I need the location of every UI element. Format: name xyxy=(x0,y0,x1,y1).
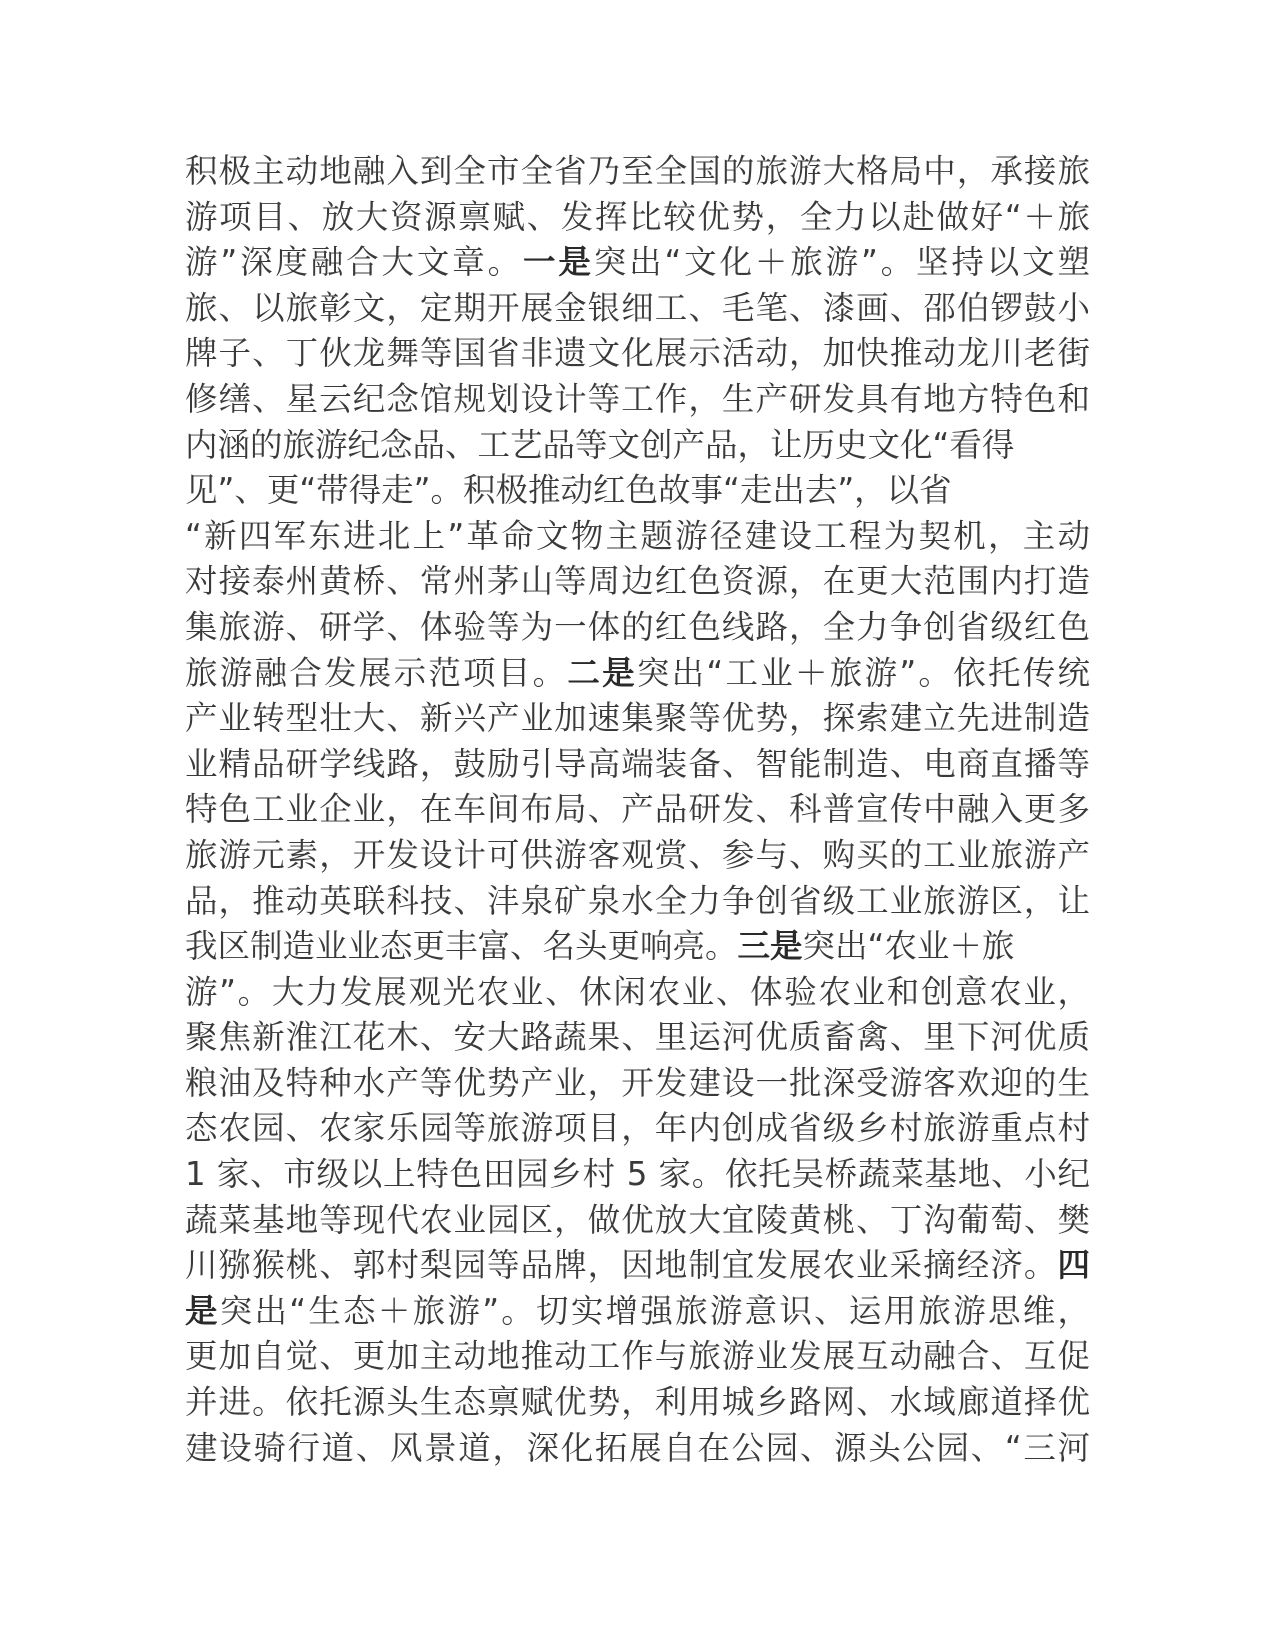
text-line xyxy=(185,331,1090,377)
text-segment: 游”。大力发展观光农业、休闲农业、体验农业和创意农业， xyxy=(185,972,1090,1011)
text-segment: 建设骑行道、风景道，深化拓展自在公园、源头公园、“三河 xyxy=(185,1428,1090,1467)
text-line xyxy=(185,605,1090,651)
text-line xyxy=(185,787,1090,833)
bold-ordinal-label: 四 xyxy=(1057,1246,1090,1285)
text-segment: 突出“文化＋旅游”。坚持以文塑 xyxy=(593,243,1090,282)
text-segment: 品，推动英联科技、沣泉矿泉水全力争创省级工业旅游区，让 xyxy=(185,881,1090,920)
text-segment: 游”深度融合大文章。 xyxy=(185,243,523,282)
text-segment: 业精品研学线路，鼓励引导高端装备、智能制造、电商直播等 xyxy=(185,744,1090,783)
text-segment: 我区制造业业态更丰富、名头更响亮。 xyxy=(185,927,738,966)
text-line xyxy=(185,1106,1090,1152)
text-line xyxy=(185,559,1090,605)
text-line xyxy=(185,286,1090,332)
text-segment: 态农园、农家乐园等旅游项目，年内创成省级乡村旅游重点村 xyxy=(185,1109,1090,1148)
text-segment: 旅游元素，开发设计可供游客观赏、参与、购买的工业旅游产 xyxy=(185,835,1090,874)
text-line xyxy=(185,240,1090,286)
text-segment: 集旅游、研学、体验等为一体的红色线路，全力争创省级红色 xyxy=(185,607,1090,646)
bold-ordinal-label: 三是 xyxy=(737,927,803,966)
text-segment: 突出“工业＋旅游”。依托传统 xyxy=(636,653,1090,692)
text-segment: 游项目、放大资源禀赋、发挥比较优势，全力以赴做好“＋旅 xyxy=(185,197,1090,236)
text-segment: 粮油及特种水产等优势产业，开发建设一批深受游客欢迎的生 xyxy=(185,1063,1090,1102)
text-segment: 旅游融合发展示范项目。 xyxy=(185,653,568,692)
text-segment: 见”、更“带得走”。积极推动红色故事“走出去”，以省 xyxy=(185,471,952,510)
text-line xyxy=(185,1015,1090,1061)
text-segment: 并进。依托源头生态禀赋优势，利用城乡路网、水域廊道择优 xyxy=(185,1383,1090,1422)
text-segment: 1 家、市级以上特色田园乡村 5 家。依托吴桥蔬菜基地、小纪 xyxy=(185,1155,1090,1194)
text-segment: 聚焦新淮江花木、安大路蔬果、里运河优质畜禽、里下河优质 xyxy=(185,1018,1090,1057)
bold-ordinal-label: 一是 xyxy=(522,243,594,282)
text-line xyxy=(185,651,1090,697)
text-line xyxy=(185,742,1090,788)
text-line xyxy=(185,833,1090,879)
text-line xyxy=(185,1061,1090,1107)
text-line xyxy=(185,1289,1090,1335)
bold-ordinal-label: 二是 xyxy=(567,653,637,692)
text-line xyxy=(185,149,1090,195)
text-segment: 对接泰州黄桥、常州茅山等周边红色资源，在更大范围内打造 xyxy=(185,562,1090,601)
text-line xyxy=(185,1152,1090,1198)
text-segment: 牌子、丁伙龙舞等国省非遗文化展示活动，加快推动龙川老街 xyxy=(185,334,1090,373)
text-segment: “新四军东进北上”革命文物主题游径建设工程为契机，主动 xyxy=(185,516,1090,555)
text-segment: 内涵的旅游纪念品、工艺品等文创产品，让历史文化“看得 xyxy=(185,425,1015,464)
text-line xyxy=(185,514,1090,560)
text-segment: 突出“农业＋旅 xyxy=(802,927,1015,966)
text-segment: 旅、以旅彰文，定期开展金银细工、毛笔、漆画、邵伯锣鼓小 xyxy=(185,288,1090,327)
text-line xyxy=(185,696,1090,742)
text-line xyxy=(185,970,1090,1016)
text-line xyxy=(185,1380,1090,1426)
text-segment: 川猕猴桃、郭村梨园等品牌，因地制宜发展农业采摘经济。 xyxy=(185,1246,1058,1285)
text-segment: 蔬菜基地等现代农业园区，做优放大宜陵黄桃、丁沟葡萄、樊 xyxy=(185,1200,1090,1239)
text-line xyxy=(185,468,1090,514)
text-line xyxy=(185,924,1090,970)
text-line xyxy=(185,195,1090,241)
text-segment: 积极主动地融入到全市全省乃至全国的旅游大格局中，承接旅 xyxy=(185,152,1090,190)
text-segment: 特色工业企业，在车间布局、产品研发、科普宣传中融入更多 xyxy=(185,790,1090,829)
body-paragraph xyxy=(185,149,1090,1471)
text-segment: 更加自觉、更加主动地推动工作与旅游业发展互动融合、互促 xyxy=(185,1337,1090,1376)
text-line xyxy=(185,1426,1090,1472)
text-line xyxy=(185,377,1090,423)
text-line xyxy=(185,1198,1090,1244)
text-line xyxy=(185,1334,1090,1380)
bold-ordinal-label: 是 xyxy=(185,1291,220,1330)
text-segment: 修缮、星云纪念馆规划设计等工作，生产研发具有地方特色和 xyxy=(185,379,1090,418)
text-line xyxy=(185,1243,1090,1289)
text-line xyxy=(185,423,1090,469)
text-segment: 产业转型壮大、新兴产业加速集聚等优势，探索建立先进制造 xyxy=(185,699,1090,738)
text-line xyxy=(185,879,1090,925)
text-segment: 突出“生态＋旅游”。切实增强旅游意识、运用旅游思维， xyxy=(219,1291,1090,1330)
